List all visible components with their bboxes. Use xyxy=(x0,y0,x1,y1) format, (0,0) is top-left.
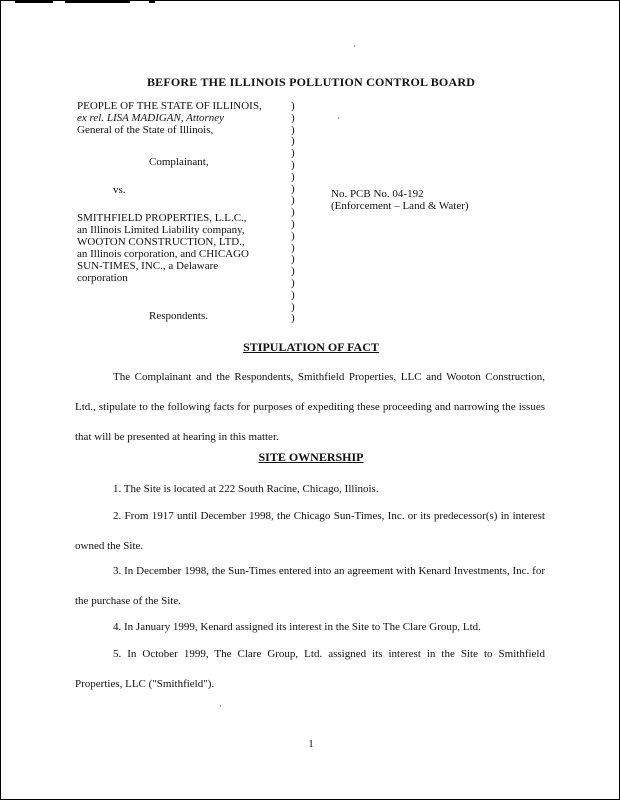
scan-speck: · xyxy=(337,113,340,123)
fact-item: 3. In December 1998, the Sun-Times entered into an agreement with Kenard Investments, Inc. for the purchase of the Site. xyxy=(75,565,545,607)
scan-mark xyxy=(15,1,53,3)
respondent-label: Respondents. xyxy=(149,310,208,322)
fact-item: 4. In January 1999, Kenard assigned its interest in the Site to The Clare Group, Ltd. xyxy=(113,621,481,633)
complainant-line: ex rel. LISA MADIGAN, Attorney xyxy=(77,112,225,124)
scan-speck: · xyxy=(219,701,222,711)
section-heading-site-ownership: SITE OWNERSHIP xyxy=(258,450,364,464)
fact-item: 2. From 1917 until December 1998, the Chicago Sun-Times, Inc. or its predecessor(s) in interest owned the Site. xyxy=(75,510,545,552)
caption-parenthesis-column: ) ) ) ) ) ) ) ) ) ) ) ) ) ) ) ) ) ) ) xyxy=(291,100,295,325)
versus-label: vs. xyxy=(113,184,126,196)
fact-item: 1. The Site is located at 222 South Racine, Chicago, Illinois. xyxy=(113,483,379,495)
complainant-line: General of the State of Illinois, xyxy=(77,124,214,136)
respondent-line: corporation xyxy=(77,272,128,284)
court-title: BEFORE THE ILLINOIS POLLUTION CONTROL BOARD xyxy=(146,75,476,89)
respondent-line: SMITHFIELD PROPERTIES, L.L.C., xyxy=(77,212,247,224)
scan-mark xyxy=(65,1,130,3)
complainant-line: PEOPLE OF THE STATE OF ILLINOIS, xyxy=(77,100,262,112)
respondent-line: SUN-TIMES, INC., a Delaware xyxy=(77,260,219,272)
scan-speck: · xyxy=(353,41,356,51)
fact-item: 5. In October 1999, The Clare Group, Ltd. assigned its interest in the Site to Smithfield Properties, LLC ("Smithfield"). xyxy=(75,648,545,690)
page-number: 1 xyxy=(308,738,314,750)
respondent-line: an Illinois corporation, and CHICAGO xyxy=(77,248,249,260)
complainant-label: Complainant, xyxy=(149,156,209,168)
case-type: (Enforcement – Land & Water) xyxy=(331,200,469,212)
scan-mark xyxy=(149,1,155,3)
respondent-line: an Illinois Limited Liability company, xyxy=(77,224,245,236)
section-heading-stipulation: STIPULATION OF FACT xyxy=(243,340,379,354)
intro-paragraph: The Complainant and the Respondents, Smithfield Properties, LLC and Wooton Construction, Ltd., stipulate to the following facts for purposes of expediting these proceeding and narrowing the issues that will be presented at hearing in this matter. xyxy=(75,371,545,443)
case-number: No. PCB No. 04-192 xyxy=(331,188,424,200)
respondent-line: WOOTON CONSTRUCTION, LTD., xyxy=(77,236,245,248)
